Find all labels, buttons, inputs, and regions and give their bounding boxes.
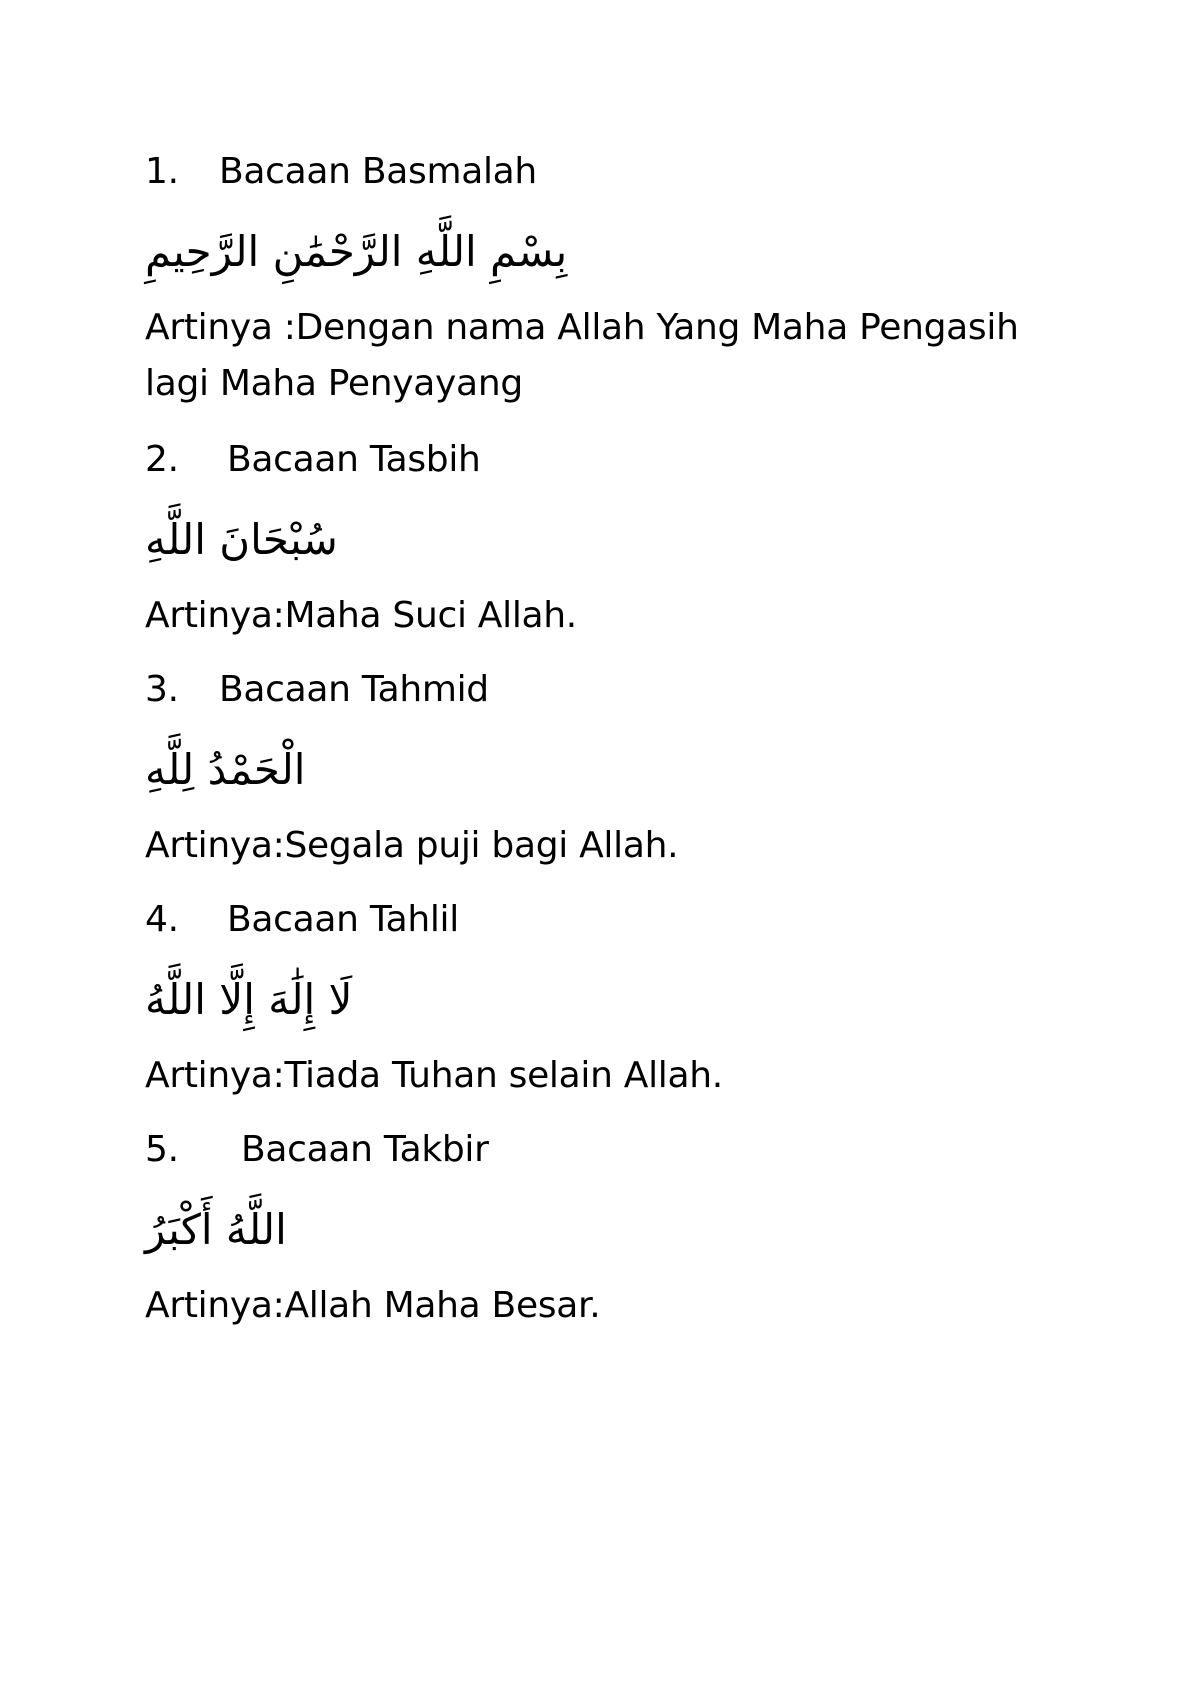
meaning-text: Artinya:Segala puji bagi Allah. [145,825,679,866]
section-heading-5 [145,1128,489,1172]
section-title: Bacaan Tahmid [219,669,489,710]
section-number: 4. [145,899,179,940]
arabic-text: سُبْحَانَ اللَّهِ [145,515,338,564]
meaning-text: Artinya:Tiada Tuhan selain Allah. [145,1055,723,1096]
section-heading-1 [145,150,537,194]
section-title: Bacaan Tahlil [227,899,459,940]
arabic-text: اللَّهُ أَكْبَرُ [145,1205,287,1254]
section-number: 3. [145,669,179,710]
meaning-text: Artinya:Maha Suci Allah. [145,595,577,636]
section-heading-3 [145,668,489,712]
section-heading-2 [145,438,481,482]
arabic-text: بِسْمِ اللَّهِ الرَّحْمَٰنِ الرَّحِيمِ [145,227,568,276]
meaning-text: Artinya:Allah Maha Besar. [145,1285,601,1326]
section-number: 1. [145,151,179,192]
section-number: 5. [145,1129,179,1170]
section-heading-4 [145,898,459,942]
section-number: 2. [145,439,179,480]
arabic-text: لَا إِلَٰهَ إِلَّا اللَّهُ [145,975,353,1024]
arabic-text: الْحَمْدُ لِلَّهِ [145,745,306,794]
meaning-text: Artinya :Dengan nama Allah Yang Maha Pengasih lagi Maha Penyayang [145,307,1019,404]
section-title: Bacaan Tasbih [227,439,481,480]
section-title: Bacaan Takbir [241,1129,489,1170]
section-title: Bacaan Basmalah [219,151,537,192]
